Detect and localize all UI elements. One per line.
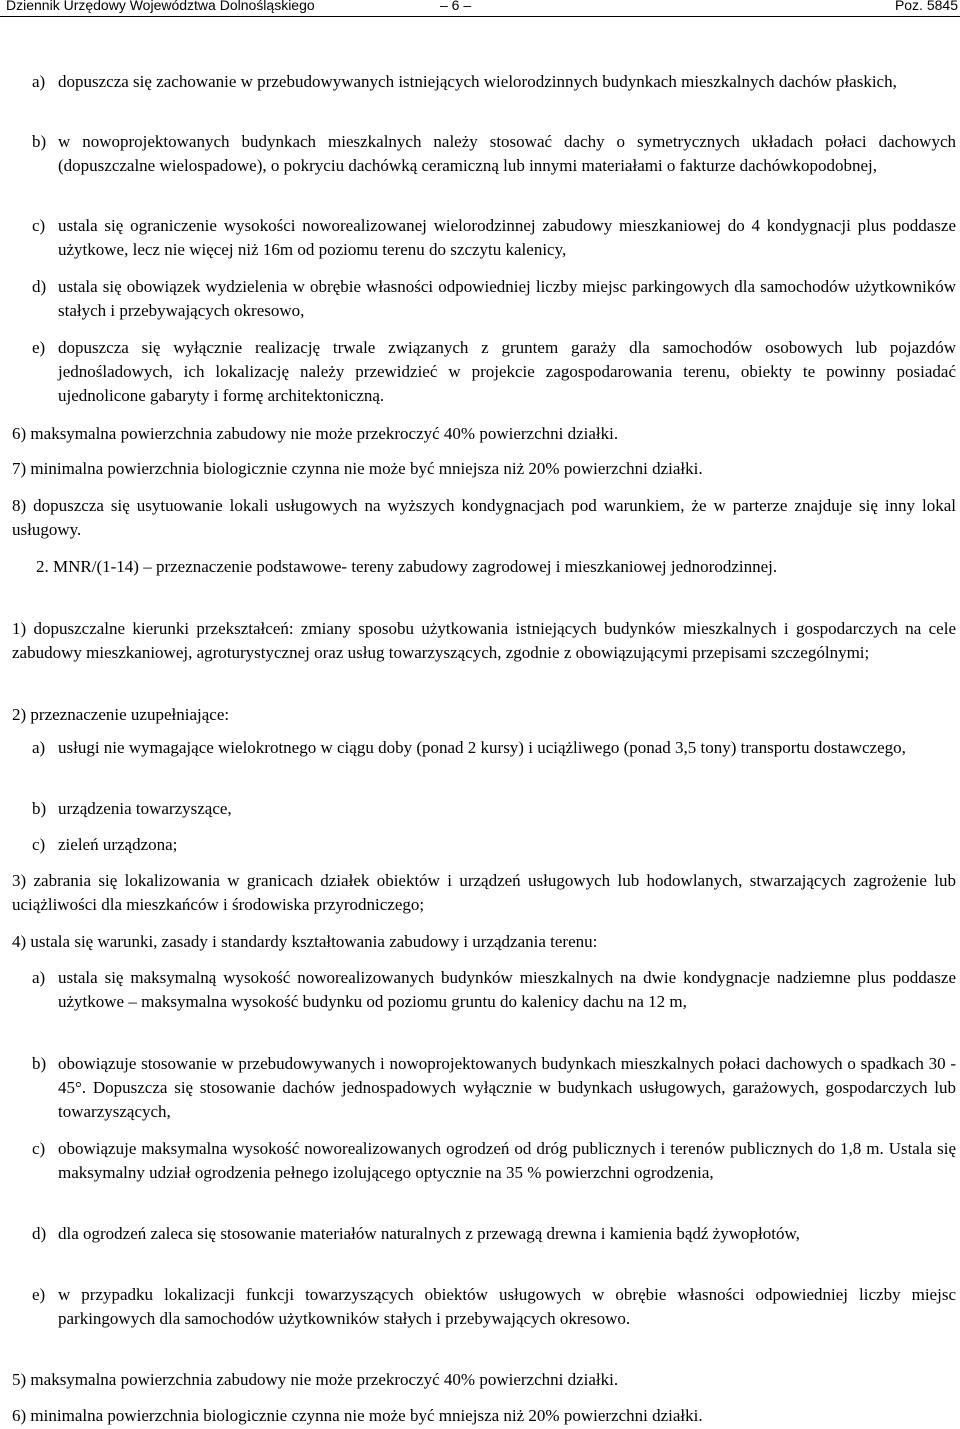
list-item — [32, 797, 956, 821]
item-label: b) — [32, 799, 47, 818]
list-item — [32, 1222, 956, 1246]
item-text: maksymalna powierzchnia zabudowy nie może przekroczyć 40% powierzchni działki. — [30, 1370, 619, 1389]
item-label: 1) — [12, 619, 27, 638]
item-text: obowiązuje stosowanie w przebudowywanych i nowoprojektowanych budynkach mieszkalnych połaci dachowych o spadkach 30 - 45°. Dopuszcza się stosowanie dachów jednospadowych wyłącznie w budynkach usługowych, garażowych, gospodarczych lub towarzyszących, — [58, 1054, 956, 1121]
section-heading — [8, 555, 956, 579]
item-text: minimalna powierzchnia biologicznie czynna nie może być mniejsza niż 20% powierzchni działki. — [30, 459, 703, 478]
item-text: przeznaczenie uzupełniające: — [30, 705, 230, 724]
list-item — [32, 1052, 956, 1124]
item-text: usługi nie wymagające wielokrotnego w ciągu doby (ponad 2 kursy) i uciążliwego (ponad 3,5 tony) transportu dostawczego, — [58, 738, 906, 757]
item-text: maksymalna powierzchnia zabudowy nie może przekroczyć 40% powierzchni działki. — [30, 424, 619, 443]
item-label: c) — [32, 1139, 46, 1158]
item-text: zieleń urządzona; — [58, 835, 178, 854]
item-text: dopuszcza się wyłącznie realizację trwale związanych z gruntem garaży dla samochodów osobowych lub pojazdów jednośladowych, ich lokalizację należy przewidzieć w projekcie zagospodarowania terenu, obiekty te powinny posiadać ujednolicone gabaryty i formę architektoniczną. — [58, 338, 956, 405]
numbered-item — [12, 617, 956, 665]
numbered-item — [12, 703, 956, 727]
item-text: dopuszcza się usytuowanie lokali usługowych na wyższych kondygnacjach pod warunkiem, że w parterze znajduje się inny lokal usługowy. — [12, 496, 957, 539]
item-text: minimalna powierzchnia biologicznie czynna nie może być mniejsza niż 20% powierzchni działki. — [30, 1406, 703, 1425]
list-item — [32, 70, 956, 94]
item-label: c) — [32, 835, 46, 854]
page-number: – 6 – — [440, 0, 472, 13]
numbered-item — [12, 422, 956, 446]
item-label: 2) — [12, 705, 27, 724]
item-label: a) — [32, 968, 46, 987]
list-item — [32, 130, 956, 178]
item-label: 8) — [12, 496, 27, 515]
item-label: b) — [32, 132, 47, 151]
header-rule — [0, 16, 960, 17]
section-text: MNR/(1-14) – przeznaczenie podstawowe- tereny zabudowy zagrodowej i mieszkaniowej jednorodzinnej. — [53, 557, 778, 576]
item-label: 4) — [12, 932, 27, 951]
item-text: dopuszcza się zachowanie w przebudowywanych istniejących wielorodzinnych budynkach mieszkalnych dachów płaskich, — [58, 72, 897, 91]
item-label: a) — [32, 72, 46, 91]
list-item — [32, 966, 956, 1014]
item-text: dopuszczalne kierunki przekształceń: zmiany sposobu użytkowania istniejących budynków mieszkalnych i gospodarczych na cele zabudowy mieszkaniowej, agroturystycznej oraz usług towarzyszących, zgodnie z obowiązującymi przepisami szczególnymi; — [12, 619, 956, 662]
item-label: 6) — [12, 424, 27, 443]
item-label: c) — [32, 216, 46, 235]
item-text: ustala się ograniczenie wysokości noworealizowanej wielorodzinnej zabudowy mieszkaniowej do 4 kondygnacji plus poddasze użytkowe, lecz nie więcej niż 16m od poziomu terenu do szczytu kalenicy, — [58, 216, 956, 259]
numbered-item — [12, 1368, 956, 1392]
page-header — [0, 0, 960, 14]
numbered-item — [12, 869, 956, 917]
item-text: ustala się obowiązek wydzielenia w obrębie własności odpowiedniej liczby miejsc parkingowych dla samochodów użytkowników stałych i przebywających okresowo, — [58, 277, 956, 320]
list-item — [32, 1137, 956, 1185]
numbered-item — [12, 457, 956, 481]
item-label: e) — [32, 1285, 46, 1304]
item-text: w przypadku lokalizacji funkcji towarzyszących obiektów usługowych w obrębie własności odpowiedniej liczby miejsc parkingowych dla samochodów użytkowników stałych i przebywających okresowo. — [58, 1285, 956, 1328]
item-label: d) — [32, 277, 47, 296]
item-label: 3) — [12, 871, 27, 890]
item-text: dla ogrodzeń zaleca się stosowanie materiałów naturalnych z przewagą drewna i kamienia bądź żywopłotów, — [58, 1224, 800, 1243]
item-label: 5) — [12, 1370, 27, 1389]
list-item — [32, 275, 956, 323]
item-label: 7) — [12, 459, 27, 478]
item-label: d) — [32, 1224, 47, 1243]
item-label: 6) — [12, 1406, 27, 1425]
numbered-item — [12, 494, 956, 542]
list-item — [32, 214, 956, 262]
numbered-item — [12, 930, 956, 954]
item-text: ustala się warunki, zasady i standardy kształtowania zabudowy i urządzania terenu: — [30, 932, 598, 951]
item-label: a) — [32, 738, 46, 757]
list-item — [32, 736, 956, 760]
item-label: b) — [32, 1054, 47, 1073]
item-text: ustala się maksymalną wysokość noworealizowanych budynków mieszkalnych na dwie kondygnacje nadziemne plus poddasze użytkowe – maksymalna wysokość budynku od poziomu gruntu do kalenicy dachu na 12 m, — [58, 968, 956, 1011]
item-text: urządzenia towarzyszące, — [58, 799, 232, 818]
item-label: e) — [32, 338, 46, 357]
list-item — [32, 1283, 956, 1331]
journal-title: Dziennik Urzędowy Województwa Dolnośląskiego — [6, 0, 315, 13]
numbered-item — [12, 1404, 956, 1428]
list-item — [32, 833, 956, 857]
item-text: zabrania się lokalizowania w granicach działek obiektów i urządzeń usługowych lub hodowlanych, stwarzających zagrożenie lub uciążliwości dla mieszkańców i środowiska przyrodniczego; — [12, 871, 956, 914]
section-number: 2. — [36, 557, 49, 576]
position-number: Poz. 5845 — [894, 0, 958, 13]
item-text: obowiązuje maksymalna wysokość noworealizowanych ogrodzeń od dróg publicznych i terenów publicznych do 1,8 m. Ustala się maksymalny udział ogrodzenia pełnego izolującego optycznie na 35 % powierzchni ogrodzenia, — [58, 1139, 956, 1182]
list-item — [32, 336, 956, 408]
item-text: w nowoprojektowanych budynkach mieszkalnych należy stosować dachy o symetrycznych układach połaci dachowych (dopuszczalne wielospadowe), o pokryciu dachówką ceramiczną lub innymi materiałami o fakturze dachówkopodobnej, — [58, 132, 956, 175]
